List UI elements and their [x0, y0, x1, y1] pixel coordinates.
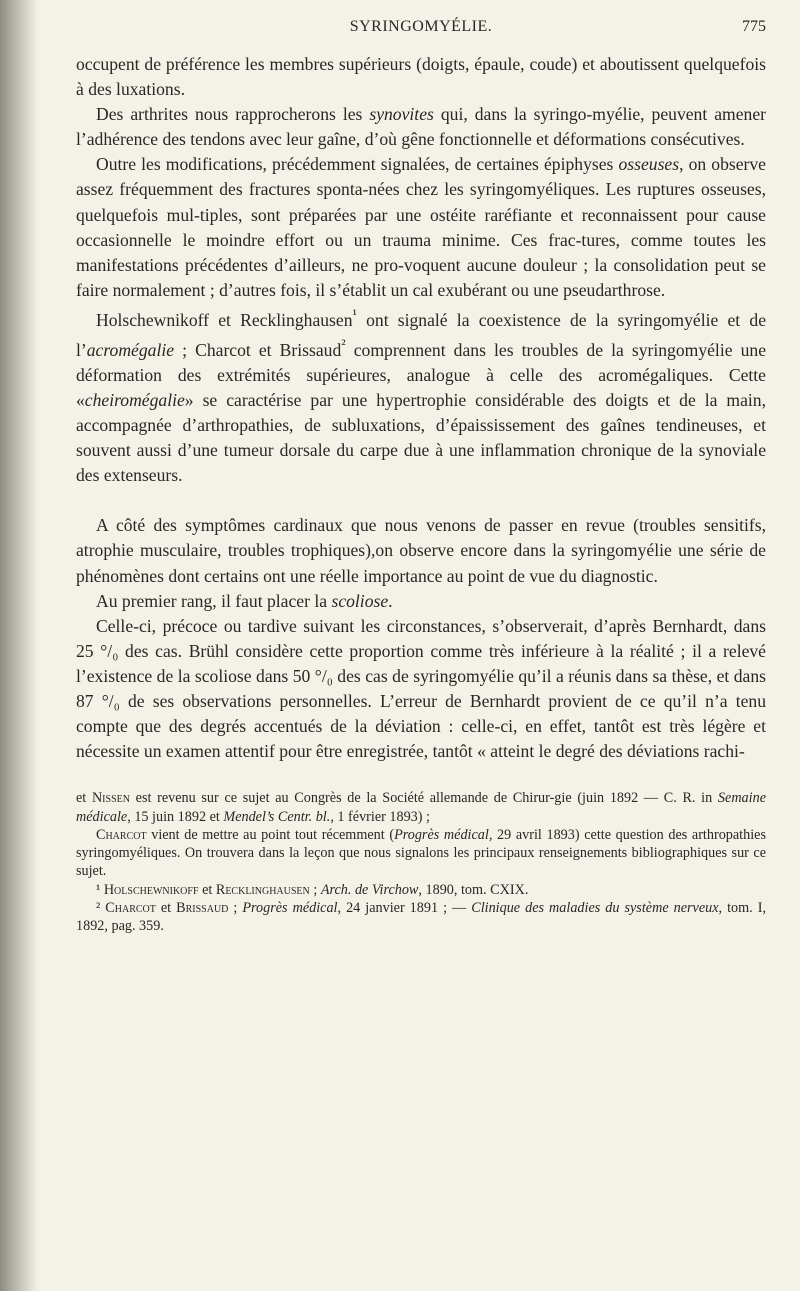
book-page — [76, 18, 766, 936]
main-text — [76, 52, 766, 764]
paragraph-4: Holschewnikoff et Recklinghausen$^{^1}$ ont signalé la coexistence de la syringomyélie et de l’acromégalie ; Charcot et Brissaud$^{^2}$ comprennent dans les troubles de la syringomyélie une déformation des extrémités supérieures, analogue à celle des acromégaliques. Cette «cheiromégalie» se caractérise par une hypertrophie considérable des doigts et de la main, accompagnée d’arthropathies, de subluxations, d’épaississement des gaînes tendineuses, et souvent aussi d’une tumeur dorsale du carpe due à une inflammation chronique de la synoviale des extenseurs. — [76, 306, 767, 486]
paragraph-5: A côté des symptômes cardinaux que nous venons de passer en revue (troubles sensitifs, atrophie musculaire, troubles trophiques),on observe encore dans la syringomyélie une série de phénomènes dont certains ont une réelle importance au point de vue du diagnostic. — [76, 515, 766, 586]
footnote-continuation: et Nissen est revenu sur ce sujet au Congrès de la Société allemande de Chirur-gie (juin 1892 — C. R. in Semaine médicale, 15 juin 1892 et Mendel’s Centr. bl., 1 février 1893) ; — [76, 790, 766, 825]
page-number: 775 — [742, 18, 766, 35]
footnote-2: ² Charcot et Brissaud ; Progrès médical, 24 janvier 1891 ; — Clinique des maladies du système nerveux, tom. I, 1892, pag. 359. — [76, 900, 766, 935]
paragraph-2: Des arthrites nous rapprocherons les synovites qui, dans la syringo-myélie, peuvent amener l’adhérence des tendons avec leur gaîne, d’où gêne fonctionnelle et déformations consécutives. — [76, 104, 766, 150]
footnote-1: ¹ Holschewnikoff et Recklinghausen ; Arch. de Virchow, 1890, tom. CXIX. — [96, 881, 529, 898]
footnote-ref-2: ² — [341, 336, 346, 353]
paragraph-3: Outre les modifications, précédemment signalées, de certaines épiphyses osseuses, on observe assez fréquemment des fractures sponta-nées chez les syringomyéliques. Les ruptures osseuses, quelquefois mul-tiples, sont préparées par une ostéite raréfiante et reconnaissent pour cause occasionnelle le moindre effort ou un trauma minime. Ces frac-tures, comme toutes les manifestations précédentes d’ailleurs, ne pro-voquent aucune douleur ; la consolidation peut se faire normalement ; d’autres fois, il s’établit un cal exubérant ou une pseudarthrose. — [76, 154, 766, 300]
paragraph-7: Celle-ci, précoce ou tardive suivant les circonstances, s’observerait, d’après Bernhardt, dans 25 °/₀ des cas. Brühl considère cette proportion comme très inférieure à la réalité ; il a relevé l’existence de la scoliose dans 50 °/₀ des cas de syringomyélie qu’il a réunis dans sa thèse, et dans 87 °/₀ de ses observations personnelles. L’erreur de Bernhardt provient de ce qu’il n’a tenu compte que des degrés accentués de la déviation : celle-ci, en effet, tantôt est très légère et nécessite un examen attentif pour être enregistrée, tantôt « atteint le degré des déviations rachi- — [76, 615, 766, 762]
footnote-ref-1: ¹ — [352, 306, 357, 323]
page-header — [76, 18, 766, 52]
paragraph-6: Au premier rang, il faut placer la scoliose. — [96, 590, 393, 611]
book-gutter-shadow — [0, 0, 38, 1291]
paragraph-1: occupent de préférence les membres supérieurs (doigts, épaule, coude) et aboutissent quelquefois à des luxations. — [76, 54, 766, 100]
footnotes — [76, 789, 766, 935]
footnote-charcot: Charcot vient de mettre au point tout récemment (Progrès médical, 29 avril 1893) cette question des arthropathies syringomyéliques. On trouvera dans la leçon que nous signalons les principaux renseignements bibliographiques sur ce sujet. — [76, 826, 766, 880]
running-title: SYRINGOMYÉLIE. — [349, 18, 493, 35]
